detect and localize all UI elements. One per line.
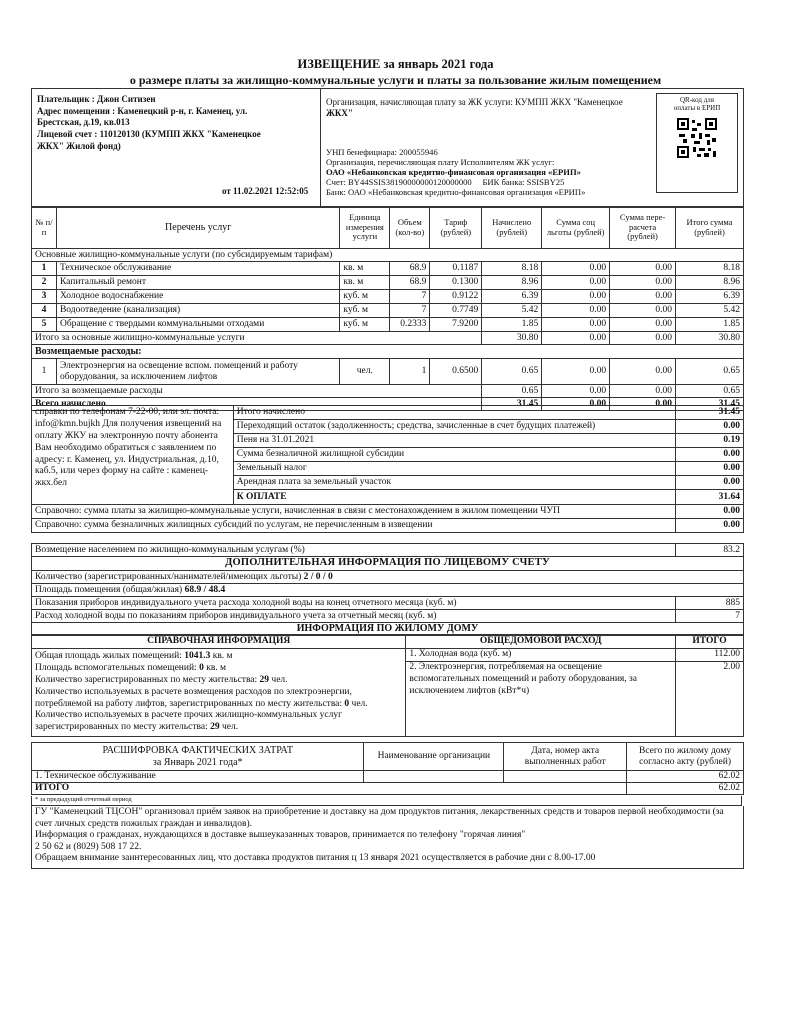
summary-value: 0.00 [676,420,744,434]
cell: 0.00 [610,359,676,385]
area-value: 68.9 / 48.4 [184,584,226,595]
summary-row [32,406,744,420]
costs-header-row [32,743,744,771]
col-header: № п/п [32,207,57,249]
meter-value: 885 [676,597,744,610]
note-label: Справочно: сумма безналичных жилищных субсидий по услугам, не перечисленным в извещении [32,519,676,533]
info-row [32,610,744,623]
cell: 0.00 [542,359,610,385]
cell: Капитальный ремонт [56,276,339,290]
ref-info [32,649,406,737]
cell: 0.00 [542,385,610,398]
org-line-1: Организация, начисляющая плату за ЖК услуги: КУМПП ЖКХ "Каменецкое [326,97,623,107]
costs-title [32,743,364,771]
payer-account-1: Лицевой счет : 110120130 (КУМПП ЖКХ "Каменецкое [37,129,261,140]
cell: 3 [32,290,57,304]
reg-label: Количество зарегистрированных по месту жительства: [35,674,258,685]
cell: Итого за возмещаемые расходы [32,385,482,398]
costs-row [32,771,744,783]
cell: 5.42 [482,304,542,318]
cell: 0.65 [676,385,744,398]
col-act: Дата, номер акта выполненных работ [504,743,627,771]
col-header: Итого сумма (рублей) [676,207,744,249]
reimbursement-value: 83.2 [676,544,744,557]
cell [504,771,627,783]
cell: Всего начислено [32,398,482,411]
cell: 30.80 [482,332,542,345]
costs-title-2: за Январь 2021 года* [152,756,243,768]
info-row [32,584,744,597]
col-header: Перечень услуг [56,207,339,249]
payer-account-2: ЖКХ" Жилой фонд) [37,140,121,151]
cell: 0.2333 [390,318,430,332]
common-1-value: 112.00 [676,649,744,662]
payer-name: Плательщик : Джон Ситизен [37,94,156,104]
cell: 0.6500 [430,359,482,385]
costs-title-1: РАСШИФРОВКА ФАКТИЧЕСКИХ ЗАТРАТ [102,744,293,756]
footer-line: 2 50 62 и (8029) 508 17 22. [35,841,142,852]
cell: 1 [32,359,57,385]
to-pay-label: К ОПЛАТЕ [233,490,675,505]
org-line-2: ЖКХ" [326,107,353,118]
cell: 0.00 [542,290,610,304]
house-title: ИНФОРМАЦИЯ ПО ЖИЛОМУ ДОМУ [32,623,744,636]
area-label: Общая площадь жилых помещений: [35,651,182,661]
cell: 7.9200 [430,318,482,332]
cell: 0.00 [542,332,610,345]
table-row [32,262,744,276]
cell: 8.18 [676,262,744,276]
reg-value: 29 [259,674,270,685]
summary-table [31,405,744,533]
note-value: 0.00 [676,505,744,519]
cell: 0.00 [610,276,676,290]
house-body-row [32,649,744,662]
col-sum: Всего по жилому дому согласно акту (рублей) [627,743,744,771]
reg-unit: чел. [271,674,288,685]
section-row [32,557,744,571]
payer-address-2: Брестская, д.19, кв.013 [37,117,130,128]
cell [364,771,504,783]
cell: 31.45 [676,398,744,411]
cell: 4 [32,304,57,318]
cell: 0.9122 [430,290,482,304]
bank-name: ОАО «Небанковская кредитно-финансовая организация «ЕРИП» [326,166,581,177]
cell: 68.9 [390,262,430,276]
cell: 7 [390,304,430,318]
cell: 0.00 [542,276,610,290]
subtotal-row [32,385,744,398]
common-title: ОБЩЕДОМОВОЙ РАСХОД [406,635,676,649]
bank-bik: БИК банка: SSISBY25 [482,176,565,187]
cell: Водоотведение (канализация) [56,304,339,318]
qr-label-1: QR-код для [680,96,714,104]
cell: 1.85 [676,318,744,332]
cell: 8.96 [482,276,542,290]
aux-label: Площадь вспомогательных помещений: [35,662,197,673]
cell: 0.00 [542,304,610,318]
reimbursement-label: Возмещение населением по жилищно-коммунальным услугам (%) [32,544,676,557]
cell: чел. [340,359,390,385]
aux-value: 0 [199,662,204,673]
reimbursement-row [32,544,744,557]
note-row [32,505,744,519]
col-header: Единица измерения услуги [340,207,390,249]
cell: 0.1187 [430,262,482,276]
summary-value: 0.00 [676,476,744,490]
summary-value: 31.45 [676,406,744,420]
bank-account: Счет: BY44SSIS38190000000120000000 [326,176,472,187]
col-header: Сумма пере-расчета (рублей) [610,207,676,249]
summary-label: Арендная плата за земельный участок [233,476,675,490]
additional-info-table [31,543,744,636]
summary-label: Пеня на 31.01.2021 [233,434,675,448]
payer-info [37,94,317,152]
cell: 0.00 [610,332,676,345]
summary-label: Итого начислено [233,406,675,420]
section-main-label: Основные жилищно-коммунальные услуги (по субсидируемым тарифам) [32,249,744,262]
cell: 1 [32,262,57,276]
cell: 8.96 [676,276,744,290]
note-row [32,519,744,533]
table-row [32,276,744,290]
costs-row-label: 1. Техническое обслуживание [32,771,364,783]
cell: 5 [32,318,57,332]
cell: Техническое обслуживание [56,262,339,276]
ref-title: СПРАВОЧНАЯ ИНФОРМАЦИЯ [32,635,406,649]
qr-label-2: оплаты в ЕРИП [673,103,721,112]
cell: кв. м [340,276,390,290]
summary-value: 0.00 [676,448,744,462]
cell: кв. м [340,262,390,276]
elev-value: 0 [344,698,350,709]
meter-label: Показания приборов индивидуального учета расхода холодной воды на конец отчетного месяца (куб. м) [32,597,676,610]
cell: 0.00 [542,398,610,411]
common-1-label: 1. Холодная вода (куб. м) [406,649,676,662]
cell: куб. м [340,290,390,304]
summary-label: Переходящий остаток (задолженность; средства, зачисленные в счет будущих платежей) [233,420,675,434]
area-unit: кв. м [212,651,233,661]
elev-unit: чел. [351,698,368,709]
info-row [32,571,744,584]
cell: 5.42 [676,304,744,318]
costs-total-label: ИТОГО [32,783,627,795]
table-row [32,304,744,318]
footer-line: Информация о гражданах, нуждающихся в доставке вышеуказанных товаров, принимается по телефону "горячая линия" [35,830,526,841]
qr-code-icon [677,118,717,158]
house-info-table [31,634,744,737]
count-value: 2 / 0 / 0 [303,571,333,582]
cell: 8.18 [482,262,542,276]
page-title: ИЗВЕЩЕНИЕ за январь 2021 года [297,57,494,71]
other-value: 29 [210,722,220,733]
summary-label: Земельный налог [233,462,675,476]
total-title: ИТОГО [676,635,744,649]
org-info [326,97,646,119]
other-unit: чел. [221,722,239,733]
payer-address-1: Адрес помещения : Каменецкий р-н, г. Каменец, ул. [37,105,248,116]
cell: 0.65 [482,359,542,385]
count-label: Количество (зарегистрированных/нанимателей/имеющих льготы) [35,571,302,582]
cell: 6.39 [482,290,542,304]
cell: 6.39 [676,290,744,304]
cell: Итого за основные жилищно-коммунальные услуги [32,332,482,345]
table-row [32,318,744,332]
cell: 31.45 [482,398,542,411]
cell: 0.00 [610,318,676,332]
costs-table [31,742,744,795]
section-row [32,345,744,359]
cell: 30.80 [676,332,744,345]
cell: Холодное водоснабжение [56,290,339,304]
cell: 7 [390,290,430,304]
org-line-3: Организация, перечисляющая плату Исполнителям ЖК услуг: [326,156,555,167]
cell: 1 [390,359,430,385]
cell: 0.00 [542,262,610,276]
contact-text: справки по телефонам 7-22-00, или эл. почта: info@kmn.bujkh Для получения извещений на оплату ЖКУ на электронную почту абонента Вам необходимо обратиться с заявлением по адресу: г. Каменец, ул. Индустриальная, д.10, каб.5, или через форму на сайте : каменец-жкх.бел [32,406,234,505]
col-header: Тариф (рублей) [430,207,482,249]
notice-date: от 11.02.2021 12:52:05 [222,186,309,196]
cell: 68.9 [390,276,430,290]
header-block [31,88,744,208]
section-row [32,249,744,262]
other-label: Количество используемых в расчете прочих жилищно-коммунальных услуг зарегистрированных по месту жительства: [35,710,343,733]
cell: 2 [32,276,57,290]
bank-info [326,148,656,197]
unp: УНП бенефициара: 200055946 [326,147,438,157]
qr-box [656,93,738,193]
page-subtitle: о размере платы за жилищно-коммунальные услуги и платы за пользование жилым помещением [129,73,662,87]
footer-line: ГУ "Каменецкий ТЦСОН" организовал приём заявок на приобретение и доставку на дом продуктов питания, лекарственных средств и товаров первой необходимости (за счет личных средств пожилых граждан и инвалидов). [35,807,724,829]
services-table [31,206,744,411]
divider [320,89,321,207]
cell: Обращение с твердыми коммунальными отходами [56,318,339,332]
costs-row-value: 62.02 [627,771,744,783]
cell: 0.00 [542,318,610,332]
flow-value: 7 [676,610,744,623]
table-row [32,290,744,304]
note-label: Справочно: сумма платы за жилищно-коммунальные услуги, начисленная в связи с местонахождением в жилом помещении ЧУП [32,505,676,519]
table-row [32,359,744,385]
table-header-row [32,207,744,249]
area-label: Площадь помещения (общая/жилая) [35,584,183,595]
cell: 0.7749 [430,304,482,318]
note-value: 0.00 [676,519,744,533]
to-pay-value: 31.64 [676,490,744,505]
cell: 0.65 [676,359,744,385]
add-info-title: ДОПОЛНИТЕЛЬНАЯ ИНФОРМАЦИЯ ПО ЛИЦЕВОМУ СЧЕТУ [32,557,744,571]
col-header: Сумма соц льготы (рублей) [542,207,610,249]
area-value: 1041.3 [184,651,211,661]
cell: Электроэнергия на освещение вспом. помещений и работу оборудования, за исключением лифтов [56,359,339,385]
col-org: Наименование организации [364,743,504,771]
house-header-row [32,635,744,649]
common-2-label: 2. Электроэнергия, потребляемая на освещение вспомогательных помещений и работу оборудования, за исключением лифтов (кВт*ч) [406,662,676,737]
aux-unit: кв. м [206,662,227,673]
cell: 0.00 [610,385,676,398]
bank-name-2: Банк: ОАО «Небанковская кредитно-финансовая организация «ЕРИП» [326,186,586,197]
footer-line: Обращаем внимание заинтересованных лиц, что доставка продуктов питания ц 13 января 2021 осуществляется в рабочие дни с 8.00-17.00 [35,853,596,864]
cell: 0.1300 [430,276,482,290]
costs-total-row [32,783,744,795]
cell: 1.85 [482,318,542,332]
flow-label: Расход холодной воды по показаниям приборов индивидуального учета за отчетный месяц (куб. м) [32,610,676,623]
subtotal-row [32,332,744,345]
summary-value: 0.00 [676,462,744,476]
section-reimb-label: Возмещаемые расходы: [32,345,744,359]
elev-label: Количество используемых в расчете возмещения расходов по электроэнергии, потребляемой на работу лифтов, зарегистрированных по месту жительства: [35,686,352,709]
info-row [32,597,744,610]
col-header: Начислено (рублей) [482,207,542,249]
cell: куб. м [340,318,390,332]
common-2-value: 2.00 [676,662,744,737]
costs-footnote: * за предыдущий отчетный период [31,796,742,806]
cell: 0.00 [610,290,676,304]
cell: 0.65 [482,385,542,398]
cell: куб. м [340,304,390,318]
summary-label: Сумма безналичной жилищной субсидии [233,448,675,462]
footer-notice [31,806,744,869]
costs-total-value: 62.02 [627,783,744,795]
summary-value: 0.19 [676,434,744,448]
cell: 0.00 [610,398,676,411]
cell: 0.00 [610,262,676,276]
cell: 0.00 [610,304,676,318]
col-header: Объем (кол-во) [390,207,430,249]
